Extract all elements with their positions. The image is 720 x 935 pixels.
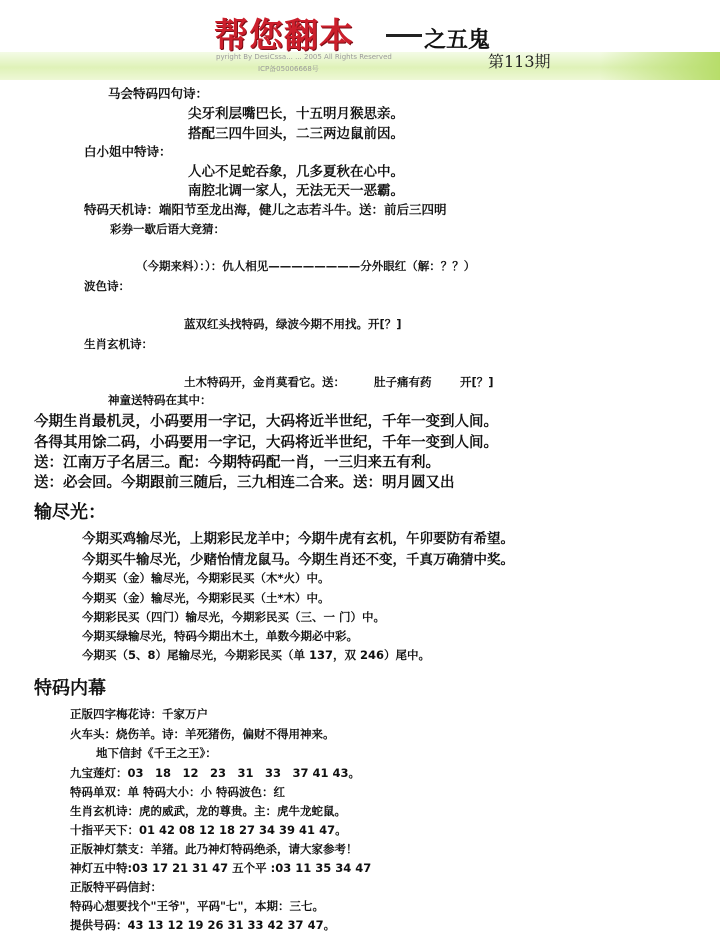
text-line: 土木特码开，金肖莫看它。送： (184, 375, 345, 389)
text-fragment: 开[？] (460, 375, 494, 389)
text-line: 火车头：烧伤羊。诗：羊死猪伤，偏财不得用神来。 (70, 727, 335, 741)
text-line: 正版特平码信封： (70, 880, 162, 894)
section-heading: 特码内幕 (34, 678, 106, 699)
text-line: 神灯五中特:03 17 21 31 47 五个平 :03 11 35 34 47 (70, 861, 372, 875)
watermark-icp: ICP备05006668号 (258, 65, 319, 73)
section-label: 神童送特码在其中： (108, 393, 212, 407)
text-line: 今期买鸡输尽光，上期彩民龙羊中；今期牛虎有玄机，午卯要防有希望。 (82, 531, 514, 547)
text-line: 今期买绿输尽光，特码今期出木土，单数今期必中彩。 (82, 629, 358, 643)
text-line: 十指平天下：01 42 08 12 18 27 34 39 41 47。 (70, 823, 347, 837)
text-line: 生肖玄机诗：虎的威武，龙的尊贵。主：虎牛龙蛇鼠。 (70, 804, 346, 818)
text-line: 今期买牛输尽光，少赌怡情龙鼠马。今期生肖还不变，千真万确猜中奖。 (82, 552, 514, 568)
text-line: 今期买（5、8）尾输尽光，今期彩民买（单 137，双 246）尾中。 (82, 648, 431, 662)
text-line: 九宝莲灯：03 18 12 23 31 33 37 41 43。 (70, 766, 361, 780)
poem-line: 南腔北调一家人，无法无天一恶霸。 (188, 183, 404, 199)
text-line: 蓝双红头找特码，绿波今期不用找。开[？] (184, 317, 402, 331)
text-line: 今期买（金）输尽光，今期彩民买（土*木）中。 (82, 591, 330, 605)
text-line: 今期买（金）输尽光，今期彩民买（木*火）中。 (82, 571, 330, 585)
text-line: 特码心想要找个"王爷"，平码"七"，本期：三七。 (70, 899, 324, 913)
text-line: 特码单双：单 特码大小：小 特码波色：红 (70, 785, 286, 799)
poem-line: 尖牙利层嘴巴长，十五明月猴思亲。 (188, 106, 404, 122)
text-line: 送：江南万子名居三。配：今期特码配一肖，一三归来五有利。 (34, 455, 440, 471)
watermark-copyright: pyright By DesiCssa... ... 2005 All Rights Reserved (216, 53, 392, 61)
poem-line: 人心不足蛇吞象，几多夏秋在心中。 (188, 164, 404, 180)
text-line: 各得其用馀二码，小码要用一字记，大码将近半世纪，千年一变到人间。 (34, 435, 498, 451)
title-dash (386, 34, 422, 37)
text-line: （今期来料）：）：仇人相见————————分外眼红（解：？？） (136, 259, 476, 273)
text-line: 地下信封《千王之王》： (96, 746, 217, 760)
issue-number: 第113期 (488, 52, 551, 71)
page-subtitle: 之五鬼 (424, 28, 491, 53)
section-label: 白小姐中特诗： (84, 144, 172, 159)
text-line: 正版四字梅花诗：千家万户 (70, 707, 208, 721)
text-line: 今期生肖最机灵，小码要用一字记，大码将近半世纪，千年一变到人间。 (34, 414, 498, 430)
text-line: 正版神灯禁支：羊猪。此乃神灯特码绝杀，请大家参考！ (70, 842, 358, 856)
section-label: 彩券一歇后语大竞猜： (110, 222, 225, 236)
text-line: 今期彩民买（四门）输尽光，今期彩民买（三、一 门）中。 (82, 610, 386, 624)
text-line: 特码天机诗：端阳节至龙出海，健儿之志若斗牛。送：前后三四明 (84, 202, 447, 217)
text-line: 提供号码：43 13 12 19 26 31 33 42 37 47。 (70, 918, 336, 932)
section-label: 生肖玄机诗： (84, 337, 153, 351)
poem-line: 搭配三四牛回头，二三两边鼠前因。 (188, 126, 404, 142)
section-label: 波色诗： (84, 279, 130, 293)
section-heading: 输尽光： (34, 502, 106, 523)
text-fragment: 肚子痛有药 (374, 375, 432, 389)
text-line: 送：必会回。今期跟前三随后，三九相连二合来。送：明月圆又出 (34, 475, 455, 491)
page-title: 帮您翻本 (214, 16, 354, 56)
section-label: 马会特码四句诗： (108, 86, 209, 101)
